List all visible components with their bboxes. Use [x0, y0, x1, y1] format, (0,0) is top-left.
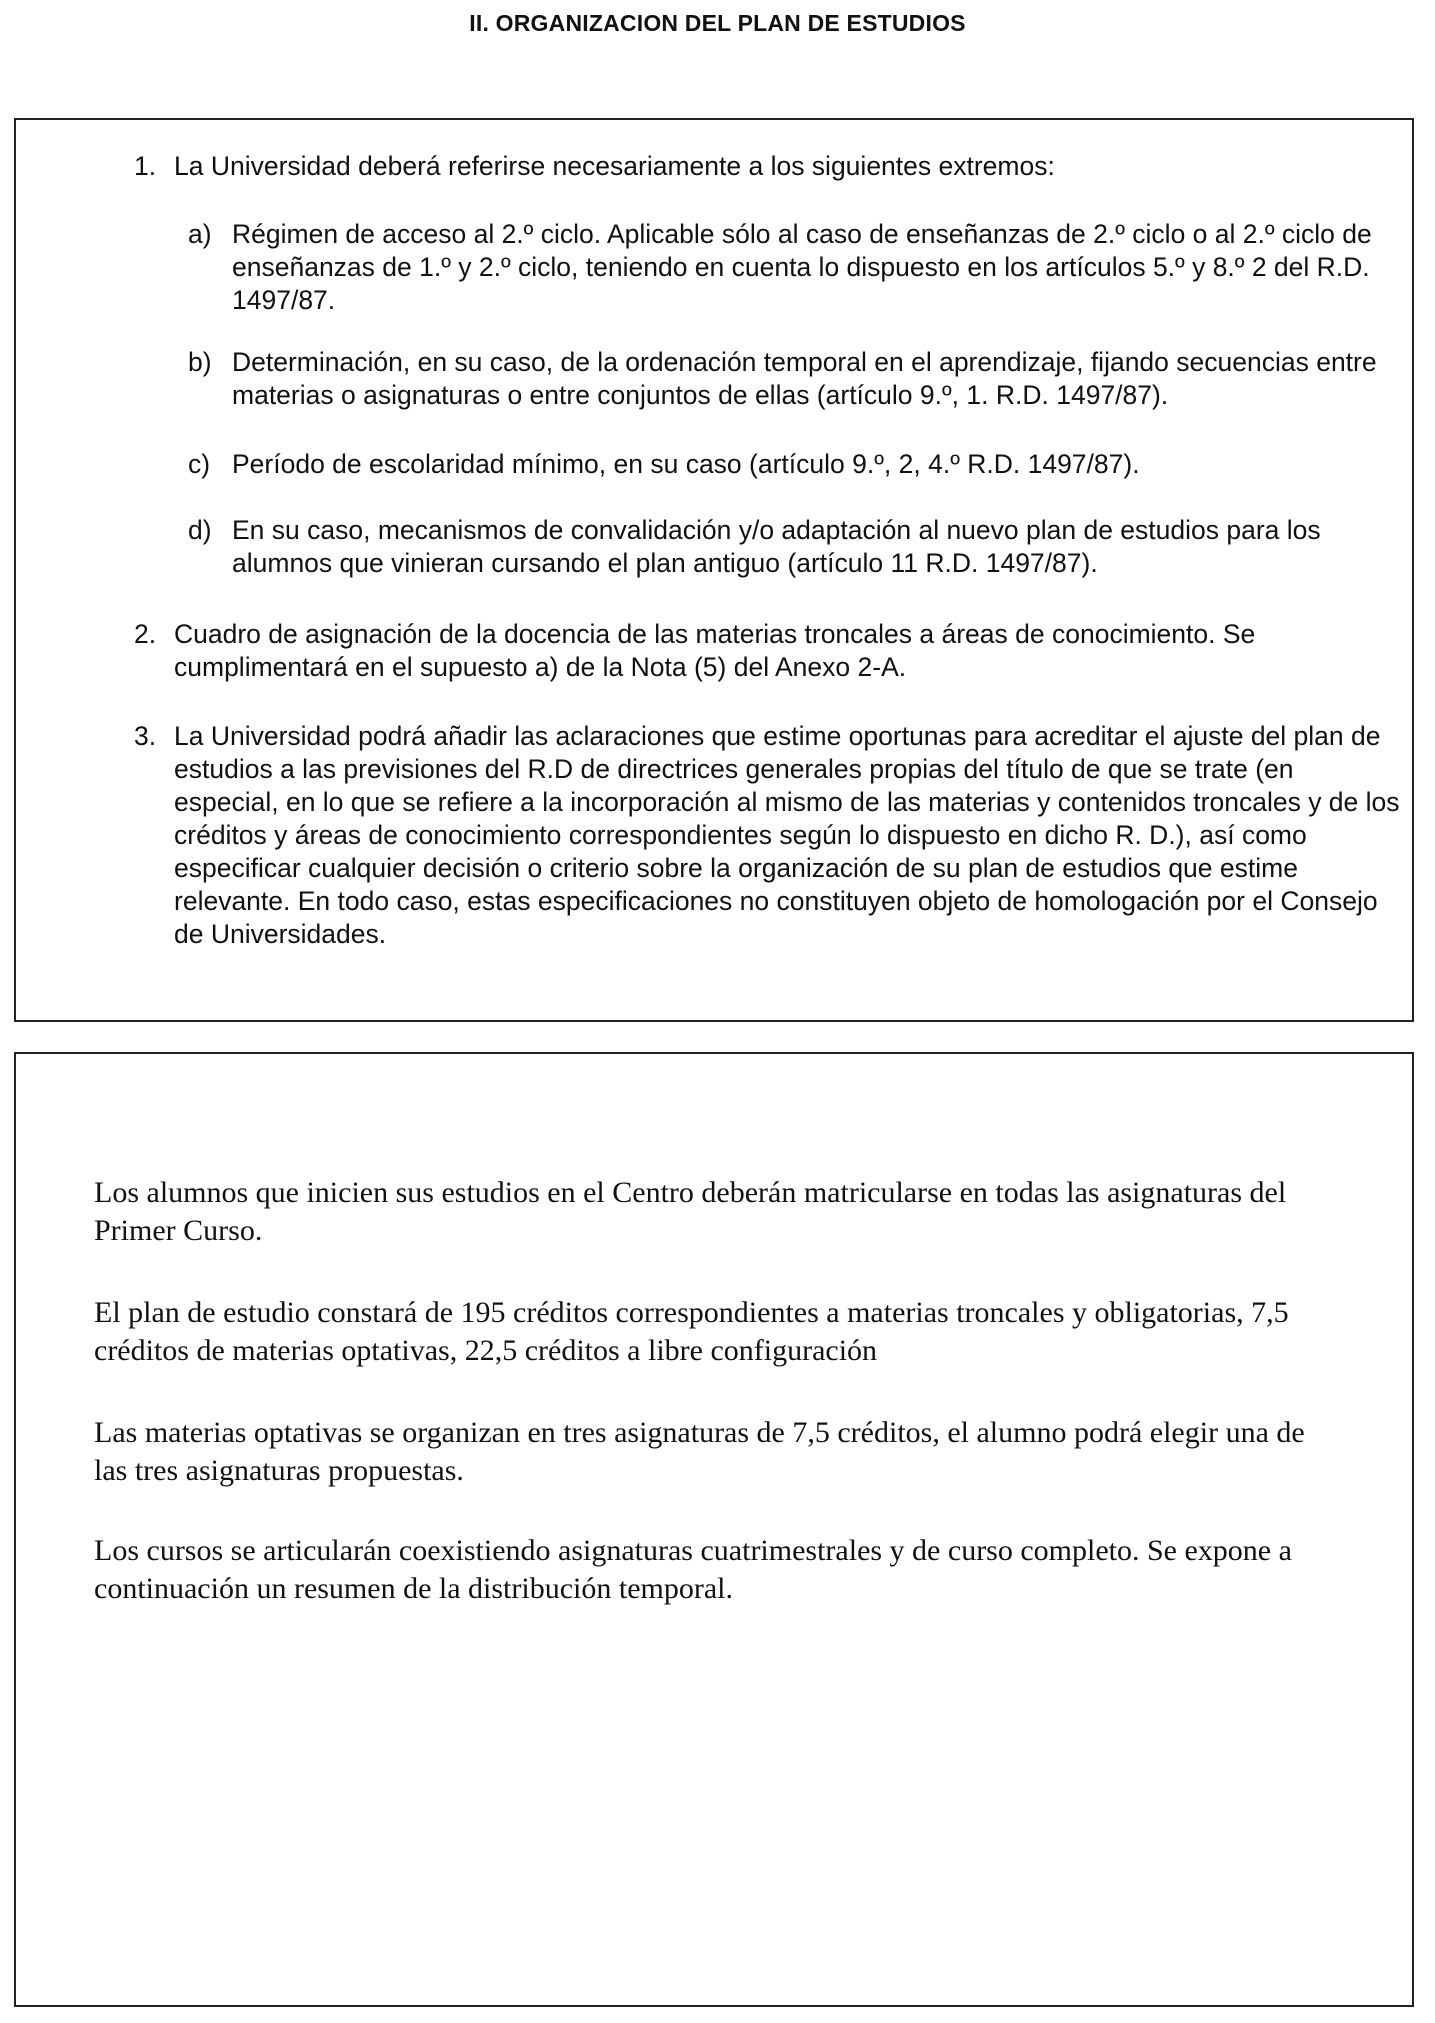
response-paragraph: Las materias optativas se organizan en tres asignaturas de 7,5 créditos, el alumno podrá elegir una de las tres asignaturas propuestas. — [94, 1416, 1305, 1487]
subitem-text: En su caso, mecanismos de convalidación y/o adaptación al nuevo plan de estudios para los alumnos que vinieran cursando el plan antiguo (artículo 11 R.D. 1497/87). — [232, 515, 1321, 578]
subitem-text: Régimen de acceso al 2.º ciclo. Aplicable sólo al caso de enseñanzas de 2.º ciclo o al 2.º ciclo de enseñanzas de 1.º y 2.º ciclo, teniendo en cuenta lo dispuesto en los artículos 5.º y 8.º 2 del R.D. 1497/87. — [232, 219, 1372, 315]
item-number: 2. — [134, 619, 157, 649]
subitem-letter: d) — [188, 515, 212, 545]
subitem-text: Período de escolaridad mínimo, en su caso (artículo 9.º, 2, 4.º R.D. 1497/87). — [232, 449, 1140, 479]
item-text: La Universidad deberá referirse necesariamente a los siguientes extremos: — [174, 151, 1055, 181]
response-box — [14, 1052, 1414, 2007]
response-paragraph: Los alumnos que inicien sus estudios en el Centro deberán matricularse en todas las asignaturas del Primer Curso. — [94, 1176, 1287, 1247]
subitem-letter: b) — [188, 347, 212, 377]
item-text: La Universidad podrá añadir las aclaraciones que estime oportunas para acreditar el ajuste del plan de estudios a las previsiones del R.D de directrices generales propias del título de que se trate (en especial, en lo que se refiere a la incorporación al mismo de las materias y contenidos troncales y de los créditos y áreas de conocimiento correspondientes según lo dispuesto en dicho R. D.), así como especificar cualquier decisión o criterio sobre la organización de su plan de estudios que estime relevante. En todo caso, estas especificaciones no constituyen objeto de homologación por el Consejo de Universidades. — [174, 721, 1400, 949]
subitem-text: Determinación, en su caso, de la ordenación temporal en el aprendizaje, fijando secuencias entre materias o asignaturas o entre conjuntos de ellas (artículo 9.º, 1. R.D. 1497/87). — [232, 347, 1377, 410]
item-number: 3. — [134, 721, 157, 751]
item-text: Cuadro de asignación de la docencia de las materias troncales a áreas de conocimiento. Se cumplimentará en el supuesto a) de la Nota (5) del Anexo 2-A. — [174, 619, 1256, 682]
instructions-box — [14, 118, 1414, 1022]
response-paragraph: El plan de estudio constará de 195 créditos correspondientes a materias troncales y obligatorias, 7,5 créditos de materias optativas, 22,5 créditos a libre configuración — [94, 1296, 1289, 1367]
item-number: 1. — [134, 151, 157, 181]
page-heading: II. ORGANIZACION DEL PLAN DE ESTUDIOS — [469, 10, 966, 36]
response-paragraph: Los cursos se articularán coexistiendo asignaturas cuatrimestrales y de curso completo. Se expone a continuación un resumen de la distribución temporal. — [94, 1534, 1292, 1605]
subitem-letter: a) — [188, 219, 212, 249]
subitem-letter: c) — [188, 449, 211, 479]
